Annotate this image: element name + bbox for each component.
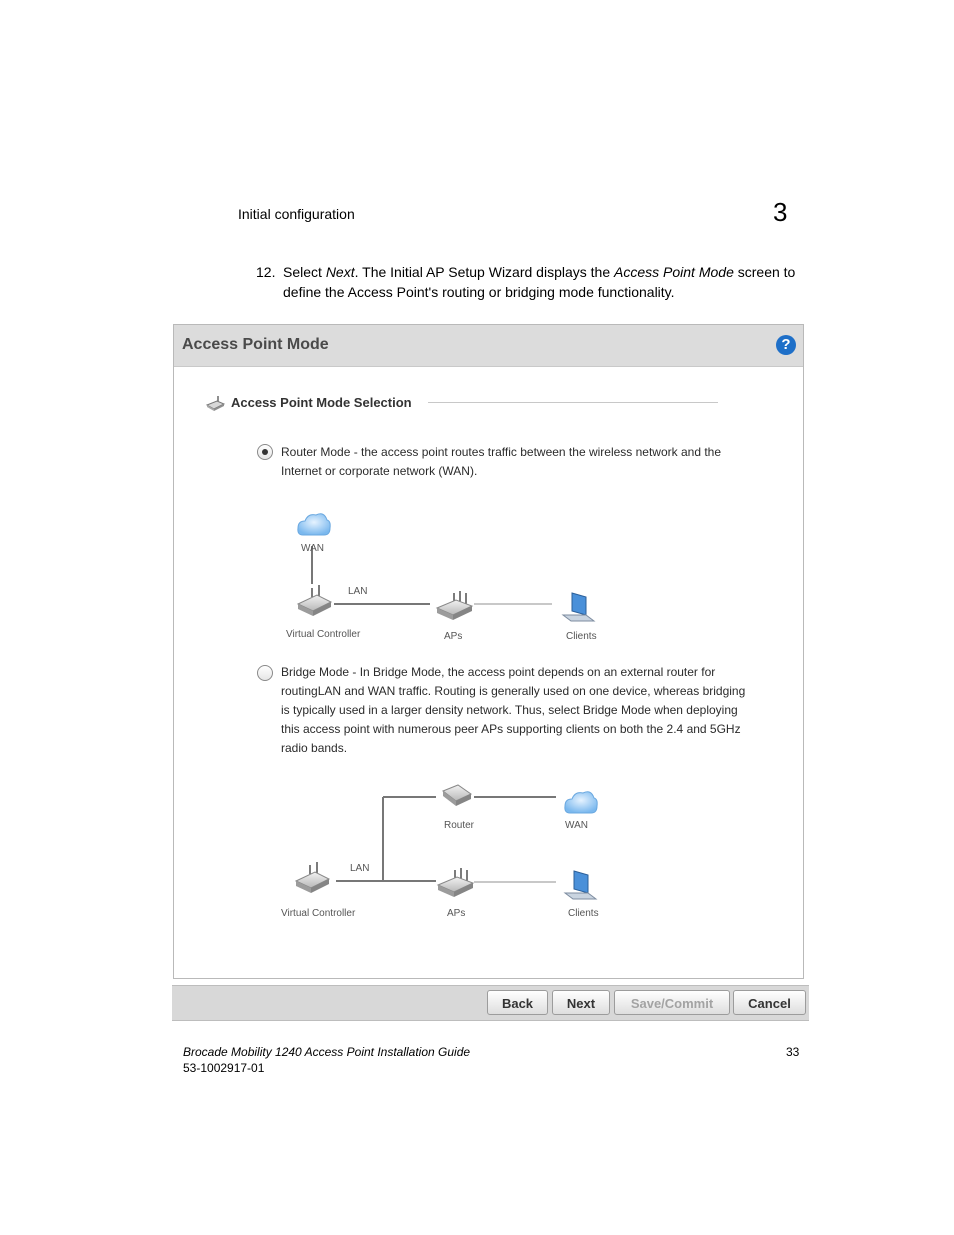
bridge-controller-label: Virtual Controller (281, 908, 356, 919)
footer-guide-title: Brocade Mobility 1240 Access Point Installation Guide (183, 1045, 471, 1059)
router-device-icon (443, 785, 471, 806)
wizard-button-bar (172, 985, 809, 1021)
step-next-emphasis: Next (325, 264, 355, 280)
save-commit-button[interactable]: Save/Commit (614, 990, 730, 1015)
bridge-wan-label: WAN (565, 820, 588, 831)
running-header-section: Initial configuration (238, 206, 355, 222)
bridge-router-label: Router (444, 820, 475, 831)
bridge-clients-laptop-icon (565, 871, 596, 899)
help-icon[interactable]: ? (776, 335, 796, 355)
section-title: Access Point Mode Selection (231, 395, 412, 410)
step-text-part: Select (283, 264, 326, 280)
router-lan-label: LAN (348, 586, 368, 597)
bridge-wan-cloud-icon (565, 792, 597, 813)
bridge-aps-icon (438, 868, 473, 897)
router-controller-label: Virtual Controller (286, 629, 361, 640)
cancel-button[interactable]: Cancel (733, 990, 806, 1015)
clients-laptop-icon (563, 593, 594, 621)
bridge-mode-label[interactable]: Bridge Mode - In Bridge Mode, the access point depends on an external router for routingLAN and WAN traffic. Routing is generally used on one device, whereas bridging is typically used in a larger density network. Thus, select Bridge Mode when deploying this access point with numerous peer APs supporting clients on both the 2.4 and 5GHz radio bands. (281, 665, 746, 755)
next-button[interactable]: Next (552, 990, 610, 1015)
bridge-virtual-controller-icon (296, 862, 329, 893)
footer-doc-number: 53-1002917-01 (183, 1061, 265, 1075)
step-text-part: screen to define the Access Point's routing or bridging mode functionality. (283, 264, 796, 300)
step-number: 12. (256, 264, 276, 280)
router-clients-label: Clients (566, 631, 597, 642)
step-text (283, 262, 813, 302)
bridge-aps-label: APs (447, 908, 466, 919)
dialog-title: Access Point Mode (182, 336, 329, 353)
bridge-lan-label: LAN (350, 863, 370, 874)
chapter-number: 3 (773, 197, 788, 227)
mode-diagrams (174, 325, 803, 978)
step-apm-emphasis: Access Point Mode (614, 264, 734, 280)
router-wan-label: WAN (301, 543, 324, 554)
router-aps-label: APs (444, 631, 463, 642)
footer-page-number: 33 (786, 1045, 800, 1059)
bridge-clients-label: Clients (568, 908, 599, 919)
router-mode-label[interactable]: Router Mode - the access point routes traffic between the wireless network and the Internet or corporate network (WAN). (281, 445, 722, 478)
aps-icon (437, 591, 472, 620)
step-text-part: . The Initial AP Setup Wizard displays the (354, 264, 615, 280)
wan-cloud-icon (298, 514, 330, 535)
virtual-controller-icon (298, 585, 331, 616)
access-point-mode-dialog (173, 324, 804, 979)
back-button[interactable]: Back (487, 990, 548, 1015)
